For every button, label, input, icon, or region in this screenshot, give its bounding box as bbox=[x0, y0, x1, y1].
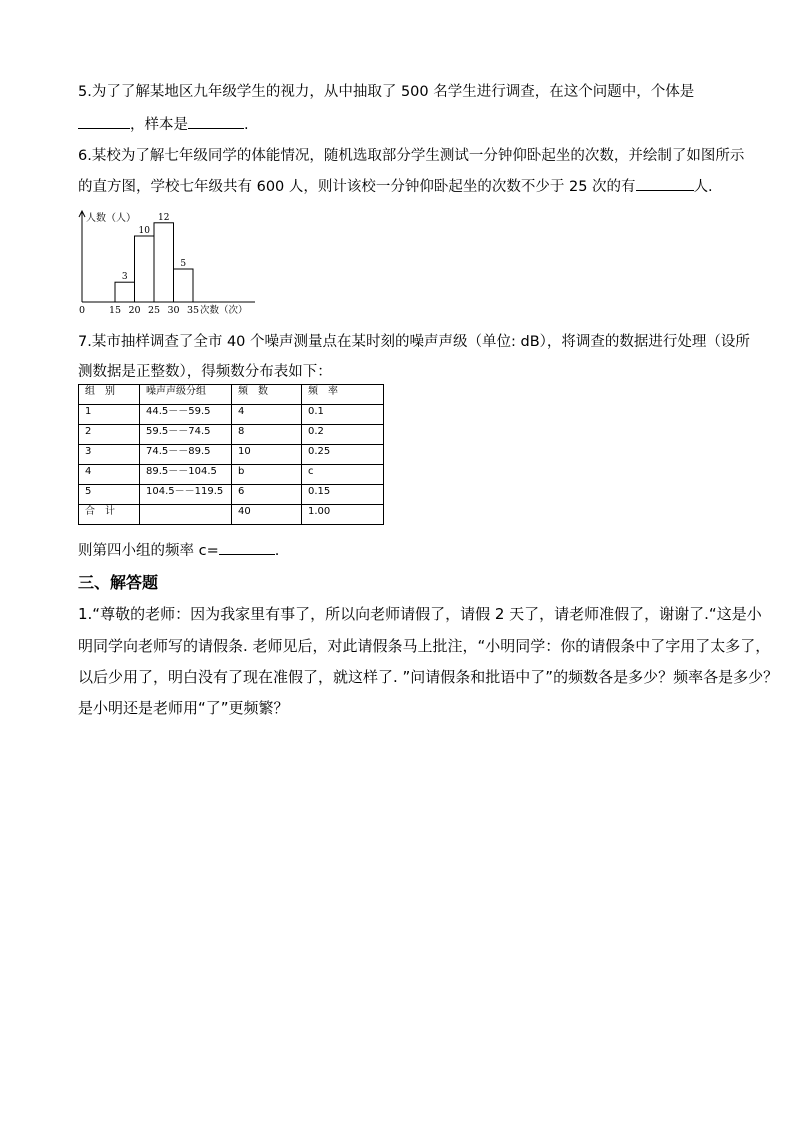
q6-line2 bbox=[78, 176, 713, 197]
x-tick-label: 20 bbox=[128, 305, 141, 316]
table-total-row bbox=[79, 505, 384, 525]
table-header-cell: 组 别 bbox=[79, 385, 140, 405]
bar-value-label: 12 bbox=[158, 212, 170, 223]
q7-answer-end: . bbox=[274, 543, 280, 559]
table-cell: b bbox=[232, 465, 302, 485]
table-header-cell: 频 率 bbox=[302, 385, 384, 405]
q7-answer-line bbox=[78, 540, 279, 561]
x-tick-label: 30 bbox=[167, 305, 180, 316]
x-axis-label: 次数（次） bbox=[200, 305, 248, 316]
q6-line1: 6.某校为了解七年级同学的体能情况，随机选取部分学生测试一分钟仰卧起坐的次数，并绘制了如图所示 bbox=[78, 148, 745, 164]
q5-line2 bbox=[78, 114, 249, 135]
x-tick-label: 25 bbox=[147, 305, 161, 316]
x-tick-label: 35 bbox=[186, 305, 200, 316]
q1-line4: 是小明还是老师用“了”更频繁？ bbox=[78, 699, 289, 717]
table-cell: 合 计 bbox=[79, 505, 140, 525]
table-cell: 74.5－－89.5 bbox=[140, 445, 232, 465]
q1-line3: 以后少用了，明白没有了现在准假了，就这样了. ”问请假条和批语中了”的频数各是多少？频率各是多少？ bbox=[78, 668, 779, 686]
table-cell: 0.1 bbox=[302, 405, 384, 425]
table-cell: 10 bbox=[232, 445, 302, 465]
histogram-bar bbox=[174, 269, 194, 302]
table-cell: 8 bbox=[232, 425, 302, 445]
answer-blank[interactable] bbox=[78, 114, 130, 129]
bar-value-label: 10 bbox=[138, 226, 150, 236]
table-cell: 5 bbox=[79, 485, 140, 505]
table-cell bbox=[140, 505, 232, 525]
histogram-chart bbox=[70, 208, 270, 318]
q1-line1: 1.“尊敬的老师：因为我家里有事了，所以向老师请假了，请假 2 天了，请老师准假了，谢谢了.“这是小 bbox=[78, 605, 762, 623]
q7-answer-prefix: 则第四小组的频率 c= bbox=[78, 543, 219, 559]
table-cell: 89.5－－104.5 bbox=[140, 465, 232, 485]
table-cell: 0.2 bbox=[302, 425, 384, 445]
table-cell: 0.25 bbox=[302, 445, 384, 465]
histogram-bar bbox=[154, 223, 174, 302]
x-tick-label: 15 bbox=[108, 305, 122, 316]
x-tick-label: 0 bbox=[78, 305, 86, 316]
q7-line1: 7.某市抽样调查了全市 40 个噪声测量点在某时刻的噪声声级（单位: dB），将调查的数据进行处理（设所 bbox=[78, 334, 750, 350]
table-cell: 3 bbox=[79, 445, 140, 465]
table-row bbox=[79, 405, 384, 425]
table-cell: 2 bbox=[79, 425, 140, 445]
bar-value-label: 3 bbox=[121, 272, 128, 283]
bar-value-label: 5 bbox=[180, 259, 187, 269]
table-cell: 44.5－－59.5 bbox=[140, 405, 232, 425]
q5-line2-end: . bbox=[244, 117, 249, 133]
answer-blank[interactable] bbox=[636, 176, 694, 191]
y-axis-label: 人数（人） bbox=[86, 213, 136, 224]
q7-line2: 测数据是正整数），得频数分布表如下： bbox=[78, 364, 332, 380]
histogram-bar bbox=[115, 282, 135, 302]
table-cell: 0.15 bbox=[302, 485, 384, 505]
q1-line2: 明同学向老师写的请假条. 老师见后，对此请假条马上批注，“小明同学：你的请假条中了字用了太多了， bbox=[78, 637, 771, 655]
table-cell: 104.5－－119.5 bbox=[140, 485, 232, 505]
section-heading: 三、解答题 bbox=[78, 573, 159, 592]
table-cell: 1 bbox=[79, 405, 140, 425]
table-header-row bbox=[79, 385, 384, 405]
table-row bbox=[79, 425, 384, 445]
table-row bbox=[79, 445, 384, 465]
q6-line2-end: 人. bbox=[693, 179, 713, 195]
table-cell: 6 bbox=[232, 485, 302, 505]
q5-line2-mid: ，样本是 bbox=[130, 117, 188, 133]
q6-line2-start: 的直方图，学校七年级共有 600 人，则计该校一分钟仰卧起坐的次数不少于 25 次的有 bbox=[78, 179, 636, 195]
table-cell: 59.5－－74.5 bbox=[140, 425, 232, 445]
table-cell: 1.00 bbox=[302, 505, 384, 525]
table-cell: 4 bbox=[232, 405, 302, 425]
answer-blank[interactable] bbox=[219, 540, 275, 555]
table-row bbox=[79, 485, 384, 505]
q5-line1: 5.为了了解某地区九年级学生的视力，从中抽取了 500 名学生进行调查，在这个问题中，个体是 bbox=[78, 84, 695, 100]
answer-blank[interactable] bbox=[188, 114, 244, 129]
table-cell: 40 bbox=[232, 505, 302, 525]
frequency-table bbox=[78, 384, 384, 525]
table-row bbox=[79, 465, 384, 485]
table-cell: c bbox=[302, 465, 384, 485]
histogram-bar bbox=[135, 236, 155, 302]
table-cell: 4 bbox=[79, 465, 140, 485]
table-header-cell: 噪声声级分组 bbox=[140, 385, 232, 405]
table-header-cell: 频 数 bbox=[232, 385, 302, 405]
